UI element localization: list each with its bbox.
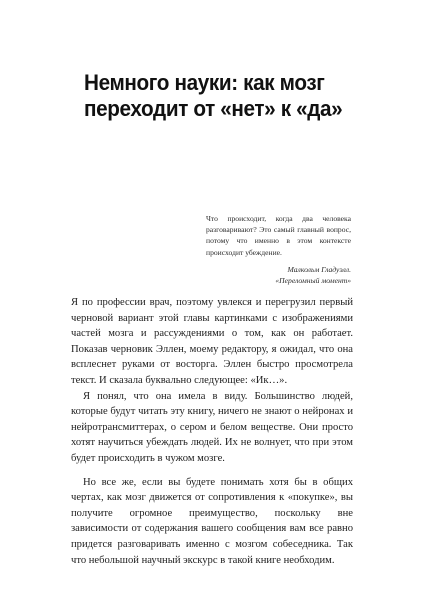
paragraph-1: Я по профессии врач, поэтому увлекся и перегрузил первый черновой вариант этой главы картинками с изображениями частей мозга и рассуждениями о том, как он работает. Показав черновик Эллен, моему редактору, я ожидал, что она всплеснет руками от восторга. Эллен быстро просмотрела текст. И сказала буквально следующее: «Ик…». (71, 297, 353, 386)
paragraph-2: Я понял, что она имела в виду. Большинство людей, которые будут читать эту книгу, ничего не знают о нейронах и нейротрансмиттерах, о сером и белом веществе. Они просто хотят научиться убеждать людей. Их не волнует, что при этом будет происходить в чужом мозге. (71, 390, 353, 464)
body-text (71, 295, 353, 568)
chapter-title-line-2: переходит от «нет» к «да» (84, 96, 343, 121)
paragraph-3: Но все же, если вы будете понимать хотя бы в общих чертах, как мозг движется от сопротивления к «покупке», вы получите огромное преимущество, поскольку вне зависимости от содержания вашего сообщения вам все равно придется разговаривать именно с мозгом собеседника. Так что небольшой научный экскурс в такой книге необходим. (71, 476, 353, 566)
epigraph (206, 213, 351, 286)
chapter-title (84, 70, 378, 122)
epigraph-source: «Переломный момент» (275, 276, 351, 286)
epigraph-author: Малкольм Гладуэлл. (287, 264, 351, 274)
epigraph-quote: Что происходит, когда два человека разговаривают? Это самый главный вопрос, потому что именно в этом контексте происходит убеждение. (206, 214, 351, 257)
chapter-title-line-1: Немного науки: как мозг (84, 70, 325, 95)
